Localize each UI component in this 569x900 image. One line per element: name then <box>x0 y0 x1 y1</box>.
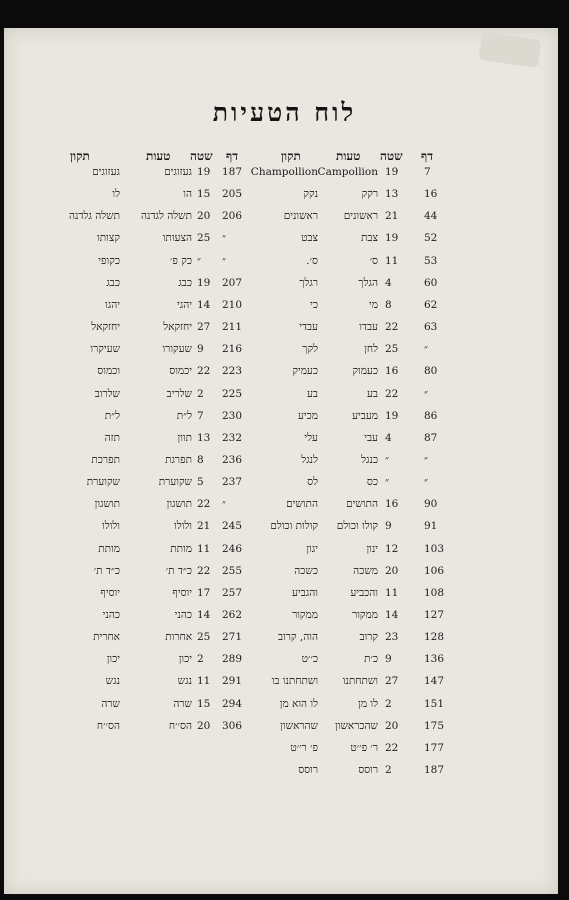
errata-error: יכמוס <box>169 365 192 378</box>
errata-correction: ס׳. <box>306 254 318 267</box>
errata-error: ושתחתנו <box>342 675 378 688</box>
errata-line: 4 <box>385 431 392 444</box>
errata-page: 294 <box>222 697 243 710</box>
errata-error: תושגון <box>166 498 192 511</box>
errata-correction: יגון <box>306 542 318 555</box>
errata-line: 19 <box>385 232 399 245</box>
errata-page: 291 <box>222 675 243 688</box>
errata-error: ולולו <box>174 520 192 533</box>
errata-correction: יהגו <box>105 298 120 311</box>
errata-correction: לנגל <box>301 453 318 466</box>
errata-error: הצעותו <box>162 232 192 245</box>
header-error-right: טעות <box>336 149 361 163</box>
errata-page: ״ <box>222 232 226 245</box>
errata-correction: לו <box>112 188 120 201</box>
errata-line: ״ <box>197 254 201 267</box>
errata-error: מי <box>369 298 378 311</box>
errata-correction: ממקור <box>292 609 318 621</box>
errata-line: 22 <box>197 498 211 511</box>
errata-line: 11 <box>385 586 399 599</box>
errata-error: כעמוק <box>352 365 378 378</box>
errata-error: אחרות <box>165 631 192 644</box>
errata-page: 289 <box>222 653 243 666</box>
errata-page: 151 <box>424 697 445 710</box>
errata-error: הס׳׳ח <box>168 719 192 732</box>
errata-line: 11 <box>197 675 211 688</box>
errata-page: ״ <box>424 476 428 489</box>
errata-correction: רוסס <box>298 764 318 777</box>
errata-page: 225 <box>222 387 243 400</box>
errata-line: 19 <box>385 409 399 422</box>
errata-page: 223 <box>222 365 243 378</box>
errata-page: 175 <box>424 719 445 732</box>
errata-error: שלריב <box>166 387 192 400</box>
errata-error: ראשונים <box>343 210 378 223</box>
errata-page: 63 <box>424 321 438 334</box>
header-page-right: דף <box>421 149 433 163</box>
errata-correction: ולולו <box>102 520 120 533</box>
errata-error: כ׳ת <box>364 653 378 666</box>
errata-correction: ל״ת <box>104 409 120 422</box>
errata-line: 22 <box>385 387 399 400</box>
errata-line: ״ <box>385 453 389 466</box>
errata-error: תשלה לגדנה <box>140 210 192 223</box>
errata-page: 255 <box>222 564 243 577</box>
errata-page: 44 <box>424 210 438 223</box>
errata-error: Campollion <box>317 166 378 178</box>
errata-error: תוון <box>177 431 192 444</box>
errata-correction: לס <box>307 476 318 489</box>
errata-correction: עבדי <box>299 321 318 334</box>
errata-error: כק פ׳ <box>169 254 192 267</box>
errata-error: געזוגים <box>164 166 192 178</box>
errata-correction: בע <box>306 387 318 400</box>
errata-error: צבת <box>361 232 378 245</box>
errata-page: ״ <box>424 343 428 356</box>
errata-page: 128 <box>424 631 445 644</box>
errata-page: 245 <box>222 520 243 533</box>
errata-page: 87 <box>424 431 438 444</box>
errata-page: 16 <box>424 188 438 201</box>
errata-correction: לקך <box>302 343 318 356</box>
errata-error: כ״ד ת׳ <box>165 564 192 577</box>
errata-page: 86 <box>424 409 438 422</box>
errata-page: 80 <box>424 365 438 378</box>
errata-error: יהגי <box>176 298 192 311</box>
errata-line: 2 <box>385 764 392 777</box>
errata-error: תפרגת <box>165 453 192 466</box>
errata-line: 25 <box>197 232 211 245</box>
errata-page: 62 <box>424 298 438 311</box>
errata-correction: כ״ד ת׳ <box>93 564 120 577</box>
errata-line: 2 <box>385 697 392 710</box>
errata-correction: תושגון <box>94 498 120 511</box>
errata-correction: כ׳׳ט <box>301 653 318 666</box>
errata-correction: רגלך <box>299 276 318 289</box>
errata-line: 21 <box>385 210 399 223</box>
errata-correction: תזה <box>104 431 120 444</box>
errata-correction: הס׳׳ח <box>96 719 120 732</box>
errata-page: 207 <box>222 276 243 289</box>
errata-error: שהכראשון <box>335 719 378 732</box>
errata-error: כנגל <box>361 453 378 466</box>
errata-line: 22 <box>385 741 399 754</box>
errata-error: שקוערת <box>158 476 192 489</box>
errata-correction: שרה <box>101 697 120 710</box>
errata-error: שרה <box>173 697 192 710</box>
errata-correction: עלי <box>304 431 318 444</box>
errata-line: 25 <box>385 343 399 356</box>
errata-correction: ושתחתנו בו <box>271 675 318 688</box>
errata-error: מעביע <box>352 409 378 422</box>
errata-correction: כבג <box>106 276 120 289</box>
errata-error: לו מן <box>358 697 378 710</box>
header-correction-right: תקון <box>281 149 301 163</box>
errata-line: 20 <box>385 719 399 732</box>
errata-line: 20 <box>385 564 399 577</box>
errata-correction: תשלה גלדנה <box>68 210 120 223</box>
errata-line: 11 <box>385 254 399 267</box>
errata-error: יחזקאל <box>163 321 192 334</box>
errata-line: 14 <box>197 298 211 311</box>
errata-page: 106 <box>424 564 445 577</box>
errata-error: התושים <box>346 498 378 511</box>
errata-correction: התושים <box>286 498 318 511</box>
errata-line: 13 <box>385 188 399 201</box>
errata-page: 257 <box>222 586 243 599</box>
errata-error: ינון <box>366 542 378 555</box>
errata-line: 8 <box>197 453 204 466</box>
errata-line: 15 <box>197 188 211 201</box>
errata-page: 216 <box>222 343 243 356</box>
errata-correction: ראשונים <box>283 210 318 223</box>
errata-error: שעקורו <box>162 343 192 356</box>
errata-page: 271 <box>222 631 243 644</box>
errata-line: 14 <box>385 609 399 621</box>
errata-page: 103 <box>424 542 445 555</box>
errata-line: 25 <box>197 631 211 644</box>
errata-correction: יכון <box>106 653 120 666</box>
errata-correction: נקק <box>303 188 318 201</box>
errata-page: 177 <box>424 741 445 754</box>
errata-page: 232 <box>222 431 243 444</box>
errata-line: ״ <box>385 476 389 489</box>
errata-line: 22 <box>197 564 211 577</box>
header-line-left: שטה <box>190 149 213 163</box>
errata-line: 5 <box>197 476 204 489</box>
errata-correction: שהראשון <box>280 719 318 732</box>
page-title: לוח הטעיות <box>212 98 357 127</box>
errata-page: 147 <box>424 675 445 688</box>
errata-page: 206 <box>222 210 243 223</box>
errata-line: 8 <box>385 298 392 311</box>
errata-line: 16 <box>385 498 399 511</box>
errata-line: 21 <box>197 520 211 533</box>
errata-correction: נגש <box>105 675 120 688</box>
errata-correction: יחזקאל <box>91 321 120 334</box>
errata-correction: כהני <box>102 609 120 621</box>
errata-error: רוסס <box>358 764 378 777</box>
errata-page: 187 <box>424 764 445 777</box>
errata-page: 52 <box>424 232 438 245</box>
errata-page: 236 <box>222 453 243 466</box>
errata-correction: קולות וכולם <box>270 520 318 533</box>
errata-page: 187 <box>222 166 243 178</box>
errata-error: עבי <box>364 431 378 444</box>
errata-page: 53 <box>424 254 438 267</box>
errata-error: ל״ת <box>176 409 192 422</box>
errata-line: 9 <box>197 343 204 356</box>
header-correction-left: תקון <box>70 149 90 163</box>
errata-error: כהני <box>174 609 192 621</box>
errata-error: הו <box>183 188 192 201</box>
errata-correction: מכיע <box>297 409 318 422</box>
errata-line: 16 <box>385 365 399 378</box>
errata-page: 210 <box>222 298 243 311</box>
errata-correction: שקוערת <box>86 476 120 489</box>
errata-line: 9 <box>385 520 392 533</box>
errata-page: 7 <box>424 166 431 178</box>
errata-correction: תפרכת <box>91 453 120 466</box>
errata-page: 262 <box>222 609 243 621</box>
errata-error: והכביע <box>350 586 378 599</box>
errata-line: 23 <box>385 631 399 644</box>
errata-error: משכה <box>353 564 378 577</box>
errata-page: ״ <box>222 254 226 267</box>
errata-line: 27 <box>197 321 211 334</box>
errata-page: 237 <box>222 476 243 489</box>
errata-error: כבג <box>178 276 192 289</box>
errata-correction: קצותו <box>97 232 120 245</box>
errata-line: 4 <box>385 276 392 289</box>
errata-line: 9 <box>385 653 392 666</box>
errata-line: 17 <box>197 586 211 599</box>
errata-line: 13 <box>197 431 211 444</box>
errata-line: 22 <box>197 365 211 378</box>
errata-line: 7 <box>197 409 204 422</box>
errata-page: 230 <box>222 409 243 422</box>
errata-error: יכון <box>178 653 192 666</box>
errata-page: 127 <box>424 609 445 621</box>
errata-page: 205 <box>222 188 243 201</box>
errata-page: 91 <box>424 520 438 533</box>
errata-error: נגש <box>177 675 192 688</box>
errata-error: יוסיף <box>172 586 192 599</box>
errata-correction: כקופי <box>98 254 120 267</box>
errata-line: 12 <box>385 542 399 555</box>
errata-line: 2 <box>197 653 204 666</box>
errata-line: 19 <box>197 276 211 289</box>
errata-page: 108 <box>424 586 445 599</box>
errata-correction: שעיקרו <box>90 343 120 356</box>
errata-correction: צבט <box>301 232 318 245</box>
errata-page: ״ <box>424 453 428 466</box>
errata-error: כס <box>366 476 378 489</box>
errata-error: רקק <box>361 188 378 201</box>
errata-error: קולו וכולם <box>336 520 378 533</box>
errata-line: 27 <box>385 675 399 688</box>
errata-error: ס׳ <box>369 254 378 267</box>
header-error-left: טעות <box>146 149 171 163</box>
errata-correction: כעמיק <box>292 365 318 378</box>
errata-error: ממקור <box>352 609 378 621</box>
errata-error: בע <box>366 387 378 400</box>
errata-error: מותת <box>170 542 192 555</box>
errata-line: 22 <box>385 321 399 334</box>
errata-line: 11 <box>197 542 211 555</box>
errata-correction: פ׳ ר׳׳ט <box>290 741 318 754</box>
errata-correction: געזוגים <box>92 166 120 178</box>
errata-correction: כי <box>310 298 318 311</box>
errata-error: קרוב <box>359 631 378 644</box>
errata-page: 246 <box>222 542 243 555</box>
errata-line: 20 <box>197 210 211 223</box>
errata-error: עבדו <box>359 321 378 334</box>
errata-correction: יוסיף <box>100 586 120 599</box>
errata-line: 2 <box>197 387 204 400</box>
errata-correction: הוה, קרוב <box>278 631 318 644</box>
errata-error: לחן <box>364 343 378 356</box>
errata-correction: Champollion <box>250 166 318 178</box>
errata-page: 60 <box>424 276 438 289</box>
errata-line: 19 <box>385 166 399 178</box>
errata-correction: והגביע <box>292 586 318 599</box>
errata-correction: מותת <box>98 542 120 555</box>
errata-page: 306 <box>222 719 243 732</box>
errata-line: 14 <box>197 609 211 621</box>
errata-page: ״ <box>424 387 428 400</box>
errata-page: 136 <box>424 653 445 666</box>
errata-correction: כשכה <box>294 564 318 577</box>
errata-error: הגלך <box>358 276 378 289</box>
errata-correction: וכמוס <box>97 365 120 378</box>
errata-error: ר׳ פ׳׳ט <box>350 741 378 754</box>
errata-line: 19 <box>197 166 211 178</box>
errata-correction: אחרית <box>93 631 120 644</box>
errata-correction: לו הוא מן <box>279 697 318 710</box>
errata-page: ״ <box>222 498 226 511</box>
errata-line: 20 <box>197 719 211 732</box>
header-line-right: שטה <box>380 149 403 163</box>
errata-page: 211 <box>222 321 243 334</box>
errata-correction: שלרוב <box>94 387 120 400</box>
header-page-left: דף <box>226 149 238 163</box>
errata-page: 90 <box>424 498 438 511</box>
errata-line: 15 <box>197 697 211 710</box>
